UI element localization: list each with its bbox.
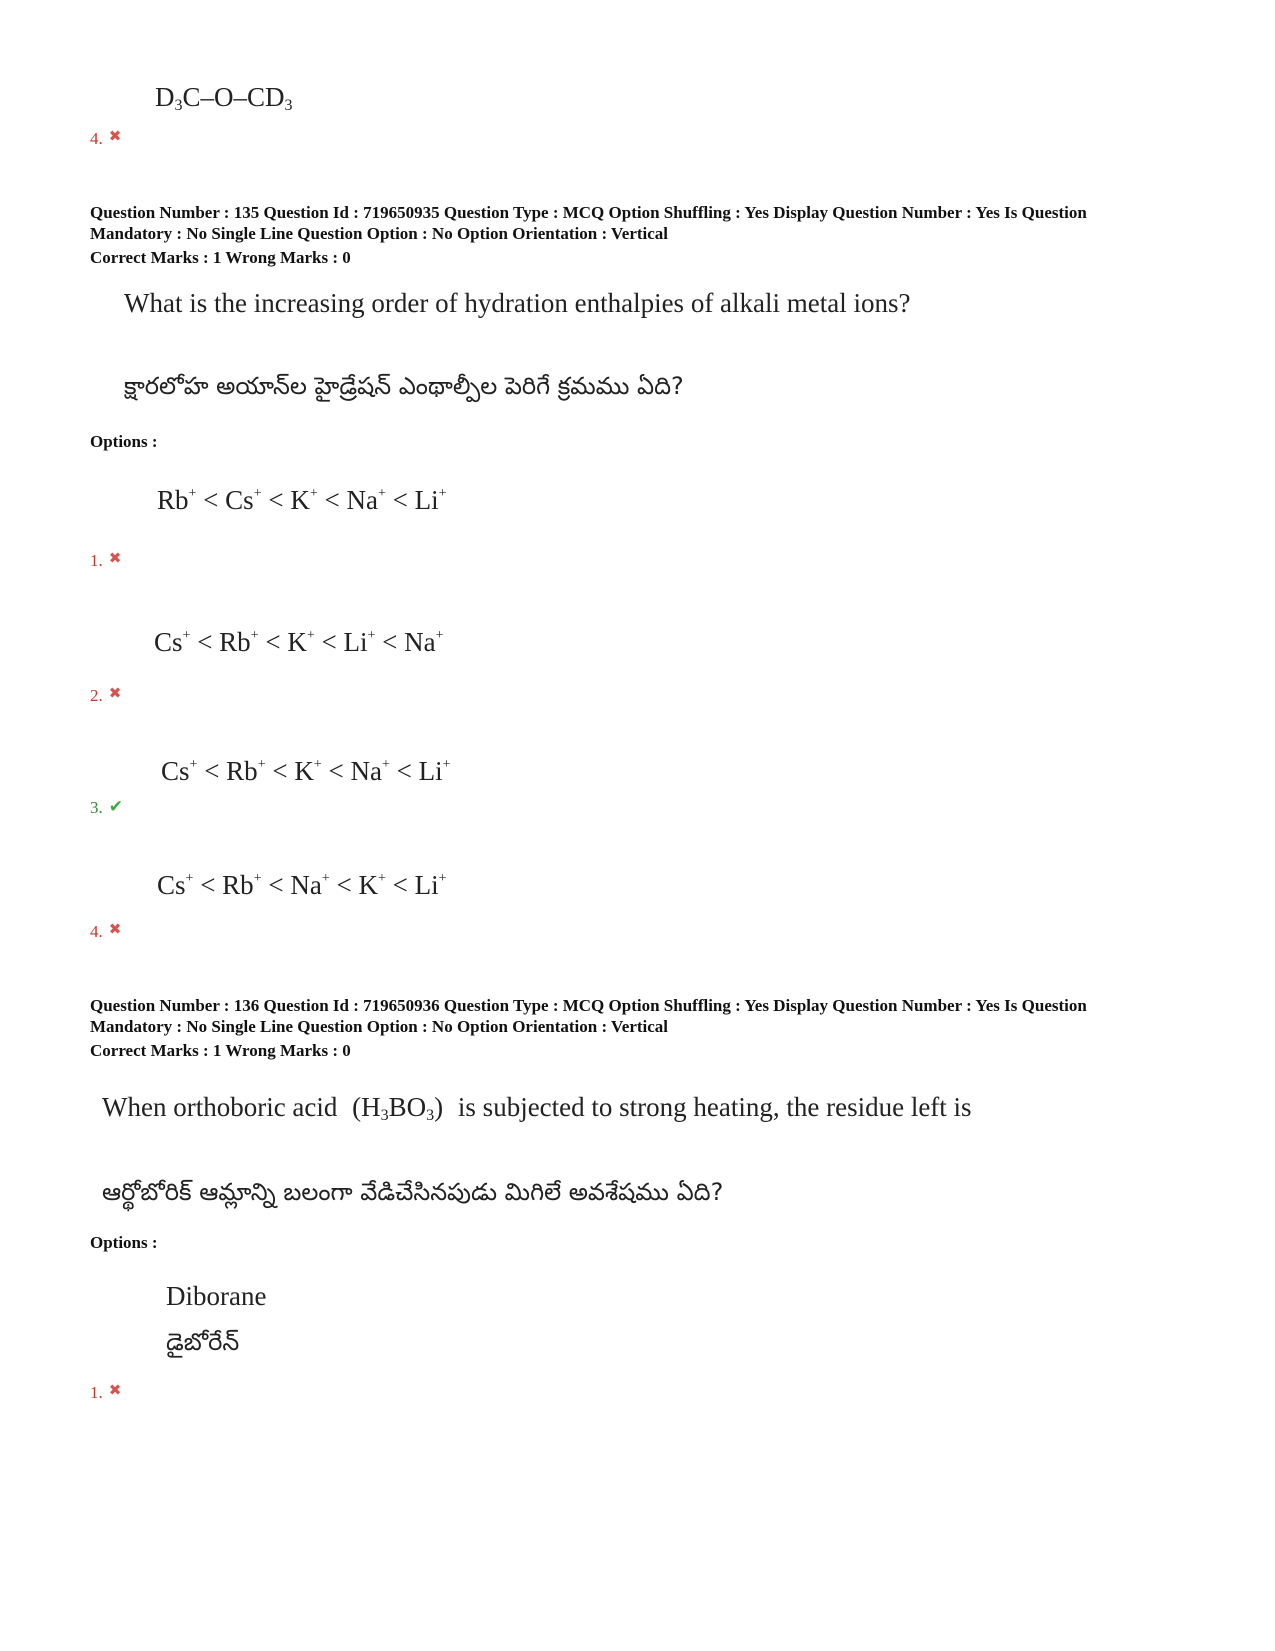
meta-line: Question Number : 135 Question Id : 719650935 Question Type : MCQ Option Shuffling : Yes Display Question Number : Yes Is Question bbox=[90, 203, 1087, 222]
less-than-sign: < bbox=[261, 485, 291, 515]
less-than-sign: < bbox=[197, 756, 227, 786]
ion-rb: Rb+ bbox=[219, 627, 259, 657]
ion-k: K+ bbox=[358, 870, 386, 900]
wrong-mark-icon: ✖ bbox=[108, 922, 122, 938]
option-formula bbox=[161, 756, 451, 787]
ion-cs: Cs+ bbox=[161, 756, 198, 786]
formula-dimethyl-ether: $D_3C-O-CD_3$ bbox=[155, 82, 293, 114]
orthoboric-acid-formula: $(H_3BO_3)$ bbox=[352, 1092, 444, 1124]
question-text-te: ఆర్థోబోరిక్ ఆమ్లాన్ని బలంగా వేడిచేసినపుడు మిగిలే అవశేషము ఏది? bbox=[102, 1178, 724, 1206]
question-meta-135 bbox=[90, 202, 1087, 268]
meta-line: Question Number : 136 Question Id : 719650936 Question Type : MCQ Option Shuffling : Yes Display Question Number : Yes Is Question bbox=[90, 996, 1087, 1015]
wrong-mark-icon: ✖ bbox=[108, 1383, 122, 1399]
option-text-en: Diborane bbox=[166, 1281, 267, 1311]
ion-k: K+ bbox=[294, 756, 322, 786]
ion-li: Li+ bbox=[414, 485, 447, 515]
option-number: 3. ✔ bbox=[90, 797, 123, 817]
less-than-sign: < bbox=[375, 627, 405, 657]
less-than-sign: < bbox=[329, 870, 359, 900]
less-than-sign: < bbox=[193, 870, 223, 900]
ion-na: Na+ bbox=[290, 870, 330, 900]
option-number: 2. ✖ bbox=[90, 686, 122, 705]
less-than-sign: < bbox=[196, 485, 226, 515]
less-than-sign: < bbox=[190, 627, 220, 657]
ion-na: Na+ bbox=[404, 627, 444, 657]
ion-li: Li+ bbox=[418, 756, 451, 786]
correct-check-icon: ✔ bbox=[108, 797, 123, 816]
wrong-mark-icon: ✖ bbox=[108, 129, 122, 145]
ion-na: Na+ bbox=[350, 756, 390, 786]
option-number: 4. ✖ bbox=[90, 129, 122, 148]
options-label: Options : bbox=[90, 1233, 158, 1252]
ion-rb: Rb+ bbox=[222, 870, 262, 900]
question-text-en: When orthoboric acid $(H_3BO_3)$ is subjected to strong heating, the residue left is bbox=[102, 1092, 972, 1124]
meta-line: Mandatory : No Single Line Question Option : No Option Orientation : Vertical bbox=[90, 1017, 669, 1036]
less-than-sign: < bbox=[321, 756, 351, 786]
marks-line: Correct Marks : 1 Wrong Marks : 0 bbox=[90, 248, 351, 267]
question-text-te: క్షారలోహ అయాన్‌ల హైడ్రేషన్ ఎంథాల్పీల పెరిగే క్రమము ఏది? bbox=[124, 372, 684, 400]
meta-line: Mandatory : No Single Line Question Option : No Option Orientation : Vertical bbox=[90, 224, 669, 243]
options-label: Options : bbox=[90, 432, 158, 451]
option-text-te: డైబోరేన్ bbox=[166, 1328, 240, 1356]
option-number: 1. ✖ bbox=[90, 551, 122, 570]
wrong-mark-icon: ✖ bbox=[108, 551, 122, 567]
marks-line: Correct Marks : 1 Wrong Marks : 0 bbox=[90, 1041, 351, 1060]
less-than-sign: < bbox=[265, 756, 295, 786]
option-number: 1. ✖ bbox=[90, 1383, 122, 1402]
less-than-sign: < bbox=[314, 627, 344, 657]
ion-cs: Cs+ bbox=[225, 485, 262, 515]
wrong-mark-icon: ✖ bbox=[108, 686, 122, 702]
ion-li: Li+ bbox=[414, 870, 447, 900]
less-than-sign: < bbox=[317, 485, 347, 515]
option-number: 4. ✖ bbox=[90, 922, 122, 941]
ion-k: K+ bbox=[290, 485, 318, 515]
option-formula bbox=[157, 870, 447, 901]
ion-cs: Cs+ bbox=[154, 627, 191, 657]
ion-li: Li+ bbox=[343, 627, 376, 657]
question-text-en: What is the increasing order of hydration enthalpies of alkali metal ions? bbox=[124, 288, 911, 318]
less-than-sign: < bbox=[258, 627, 288, 657]
less-than-sign: < bbox=[389, 756, 419, 786]
option-formula bbox=[157, 485, 447, 516]
ion-k: K+ bbox=[287, 627, 315, 657]
ion-rb: Rb+ bbox=[226, 756, 266, 786]
option-formula bbox=[154, 627, 444, 658]
less-than-sign: < bbox=[385, 485, 415, 515]
less-than-sign: < bbox=[385, 870, 415, 900]
ion-cs: Cs+ bbox=[157, 870, 194, 900]
ion-rb: Rb+ bbox=[157, 485, 197, 515]
question-meta-136 bbox=[90, 995, 1087, 1061]
less-than-sign: < bbox=[261, 870, 291, 900]
ion-na: Na+ bbox=[346, 485, 386, 515]
